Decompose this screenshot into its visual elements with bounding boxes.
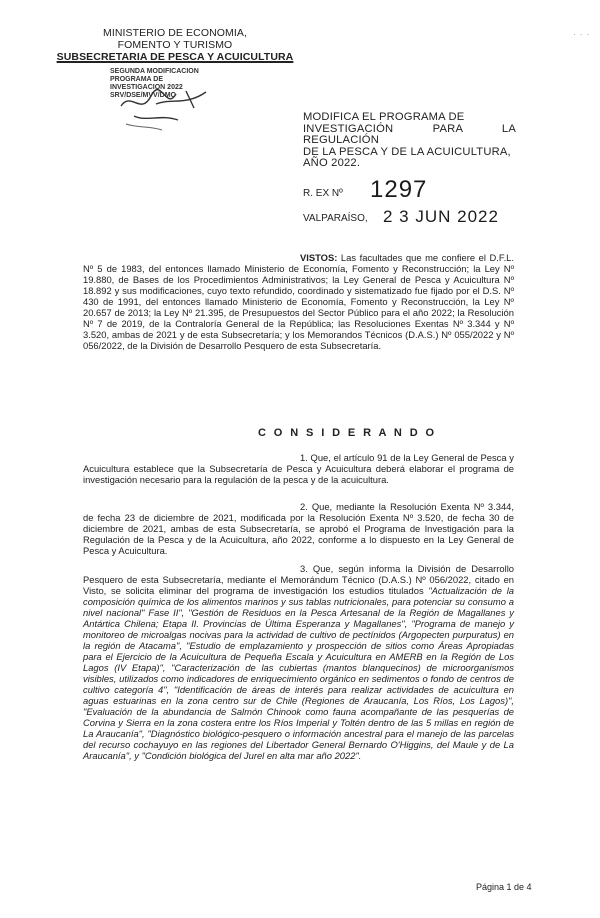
paragraph-3-studies: "Actualización de la composición química de los alimentos marinos y sus tablas nutricionales, para potenciar su consumo a nivel nacional" Fase II", "Gestión de Residuos en la Pesca Artesanal de la Región de Magallanes y Antártica Chilena; Etapa II. Provincias de Última Esperanza y Magallanes", "Programa de manejo y monitoreo de microalgas nocivas para la actividad de cultivo de pectínidos (Argopecten purpuratus) en la región de Atacama", "Estudio de emplazamiento y prospección de sitios como Áreas Apropiadas para el Ejercicio de la Acuicultura de Pequeña Escala y Acuicultura en AMERB en la Región de Los Lagos (IV Etapa)", "Caracterización de las cubiertas (mantos blanquecinos) de microorganismos visibles, utilizados como indicadores de enriquecimiento orgánico en sedimentos o fondo de centros de cultivo categoría 4", "Identificación de áreas de interés para realizar actividades de acuicultura en aguas estuarinas en la zona centro sur de Chile (Regiones de Araucanía, Los Ríos, Los Lagos)", "Evaluación de la abundancia de Salmón Chinook como fauna acompañante de las pesquerías de Corvina y Sierra en la zona costera entre los Ríos Imperial y Toltén dentro de las 5 millas en región de La Araucanía", "Diagnóstico biológico-pesquero o información ancestral para el manejo de las parcelas del recurso cochayuyo en las regiones del Libertador General Bernardo O'Higgins, del Maule y de La Araucanía", y "Condición biológica del Jurel en alta mar año 2022". xyxy=(83,585,514,761)
ministry-subline: FOMENTO Y TURISMO xyxy=(117,39,233,51)
paragraph-3-intro: 3. Que, según informa la División de Desarrollo Pesquero de esta Subsecretaría, mediante el Memorándum Técnico (D.A.S.) Nº 056/2022, citado en Visto, se solicita eliminar del programa de investigación los estudios titulados xyxy=(83,563,514,596)
stamp-line: SRV/DSE/MVV/DMO xyxy=(110,92,176,99)
considerando-paragraph-1: 1. Que, el artículo 91 de la Ley General de Pesca y Acuicultura establece que la Subsecretaría de Pesca y Acuicultura deberá elaborar el programa de investigación necesario para la regulación de la pesca y de la acuicultura. xyxy=(83,452,514,485)
title-line: INVESTIGACIÓN PARA LA REGULACIÓN xyxy=(303,122,516,146)
ministry-line: MINISTERIO DE ECONOMIA, xyxy=(102,27,248,39)
title-line: MODIFICA EL PROGRAMA DE xyxy=(303,111,465,123)
stamp-line: PROGRAMA DE INVESTIGACION 2022 xyxy=(110,76,183,91)
scan-corner-mark: · · · xyxy=(573,30,591,39)
page-number: Página 1 de 4 xyxy=(476,882,532,892)
title-line: DE LA PESCA Y DE LA ACUICULTURA, xyxy=(303,145,511,158)
stamp-line: SEGUNDA MODIFICACION xyxy=(110,68,199,75)
ministry-header xyxy=(40,27,310,63)
document-title xyxy=(303,112,516,170)
vistos-text: Las facultades que me confiere el D.F.L. Nº 5 de 1983, del entonces llamado Ministerio de Economía, Fomento y Reconstrucción; la Ley Nº 19.880, de Bases de los Procedimientos Administrativos; la Ley General de Pesca y Acuicultura Nº 18.892 y sus modificaciones, cuyo texto refundido, coordinado y sistematizado fue fijado por el D.S. Nº 430 de 1991, del entonces llamado Ministerio de Economía, Fomento y Reconstrucción, la Ley Nº 20.657 de 2013; la Ley Nº 21.395, de Presupuestos del Sector Público para el año 2022; la Resolución Nº 7 de 2019, de la Contraloría General de la República; las Resoluciones Exentas Nº 3.344 y Nº 3.520, ambas de 2021 y de esta Subsecretaría; y los Memorandos Técnicos (D.A.S.) Nº 055/2022 y Nº 056/2022, de la División de Desarrollo Pesquero de esta Subsecretaría. xyxy=(83,252,514,351)
considerando-paragraph-3 xyxy=(83,563,514,761)
place-label: VALPARAÍSO, xyxy=(303,213,368,224)
resolution-date: 2 3 JUN 2022 xyxy=(383,207,499,226)
resolution-number: 1297 xyxy=(370,176,428,203)
title-line: AÑO 2022. xyxy=(303,157,361,169)
resolution-label: R. EX Nº xyxy=(303,188,343,199)
vistos-lead: VISTOS: xyxy=(300,252,338,263)
handwritten-signature-icon xyxy=(116,86,226,134)
considerando-paragraph-2: 2. Que, mediante la Resolución Exenta Nº 3.344, de fecha 23 de diciembre de 2021, modificada por la Resolución Exenta Nº 3.520, de fecha 30 de diciembre de 2021, ambas de esta Subsecretaría, se aprobó el Programa de Investigación para la Regulación de la Pesca y de la Acuicultura, año 2022, conforme a lo dispuesto en la Ley General de Pesca y Acuicultura. xyxy=(83,501,514,556)
vistos-paragraph xyxy=(83,252,514,351)
considerando-heading: C O N S I D E R A N D O xyxy=(258,427,437,439)
subsecretaria-line: SUBSECRETARIA DE PESCA Y ACUICULTURA xyxy=(56,51,294,63)
